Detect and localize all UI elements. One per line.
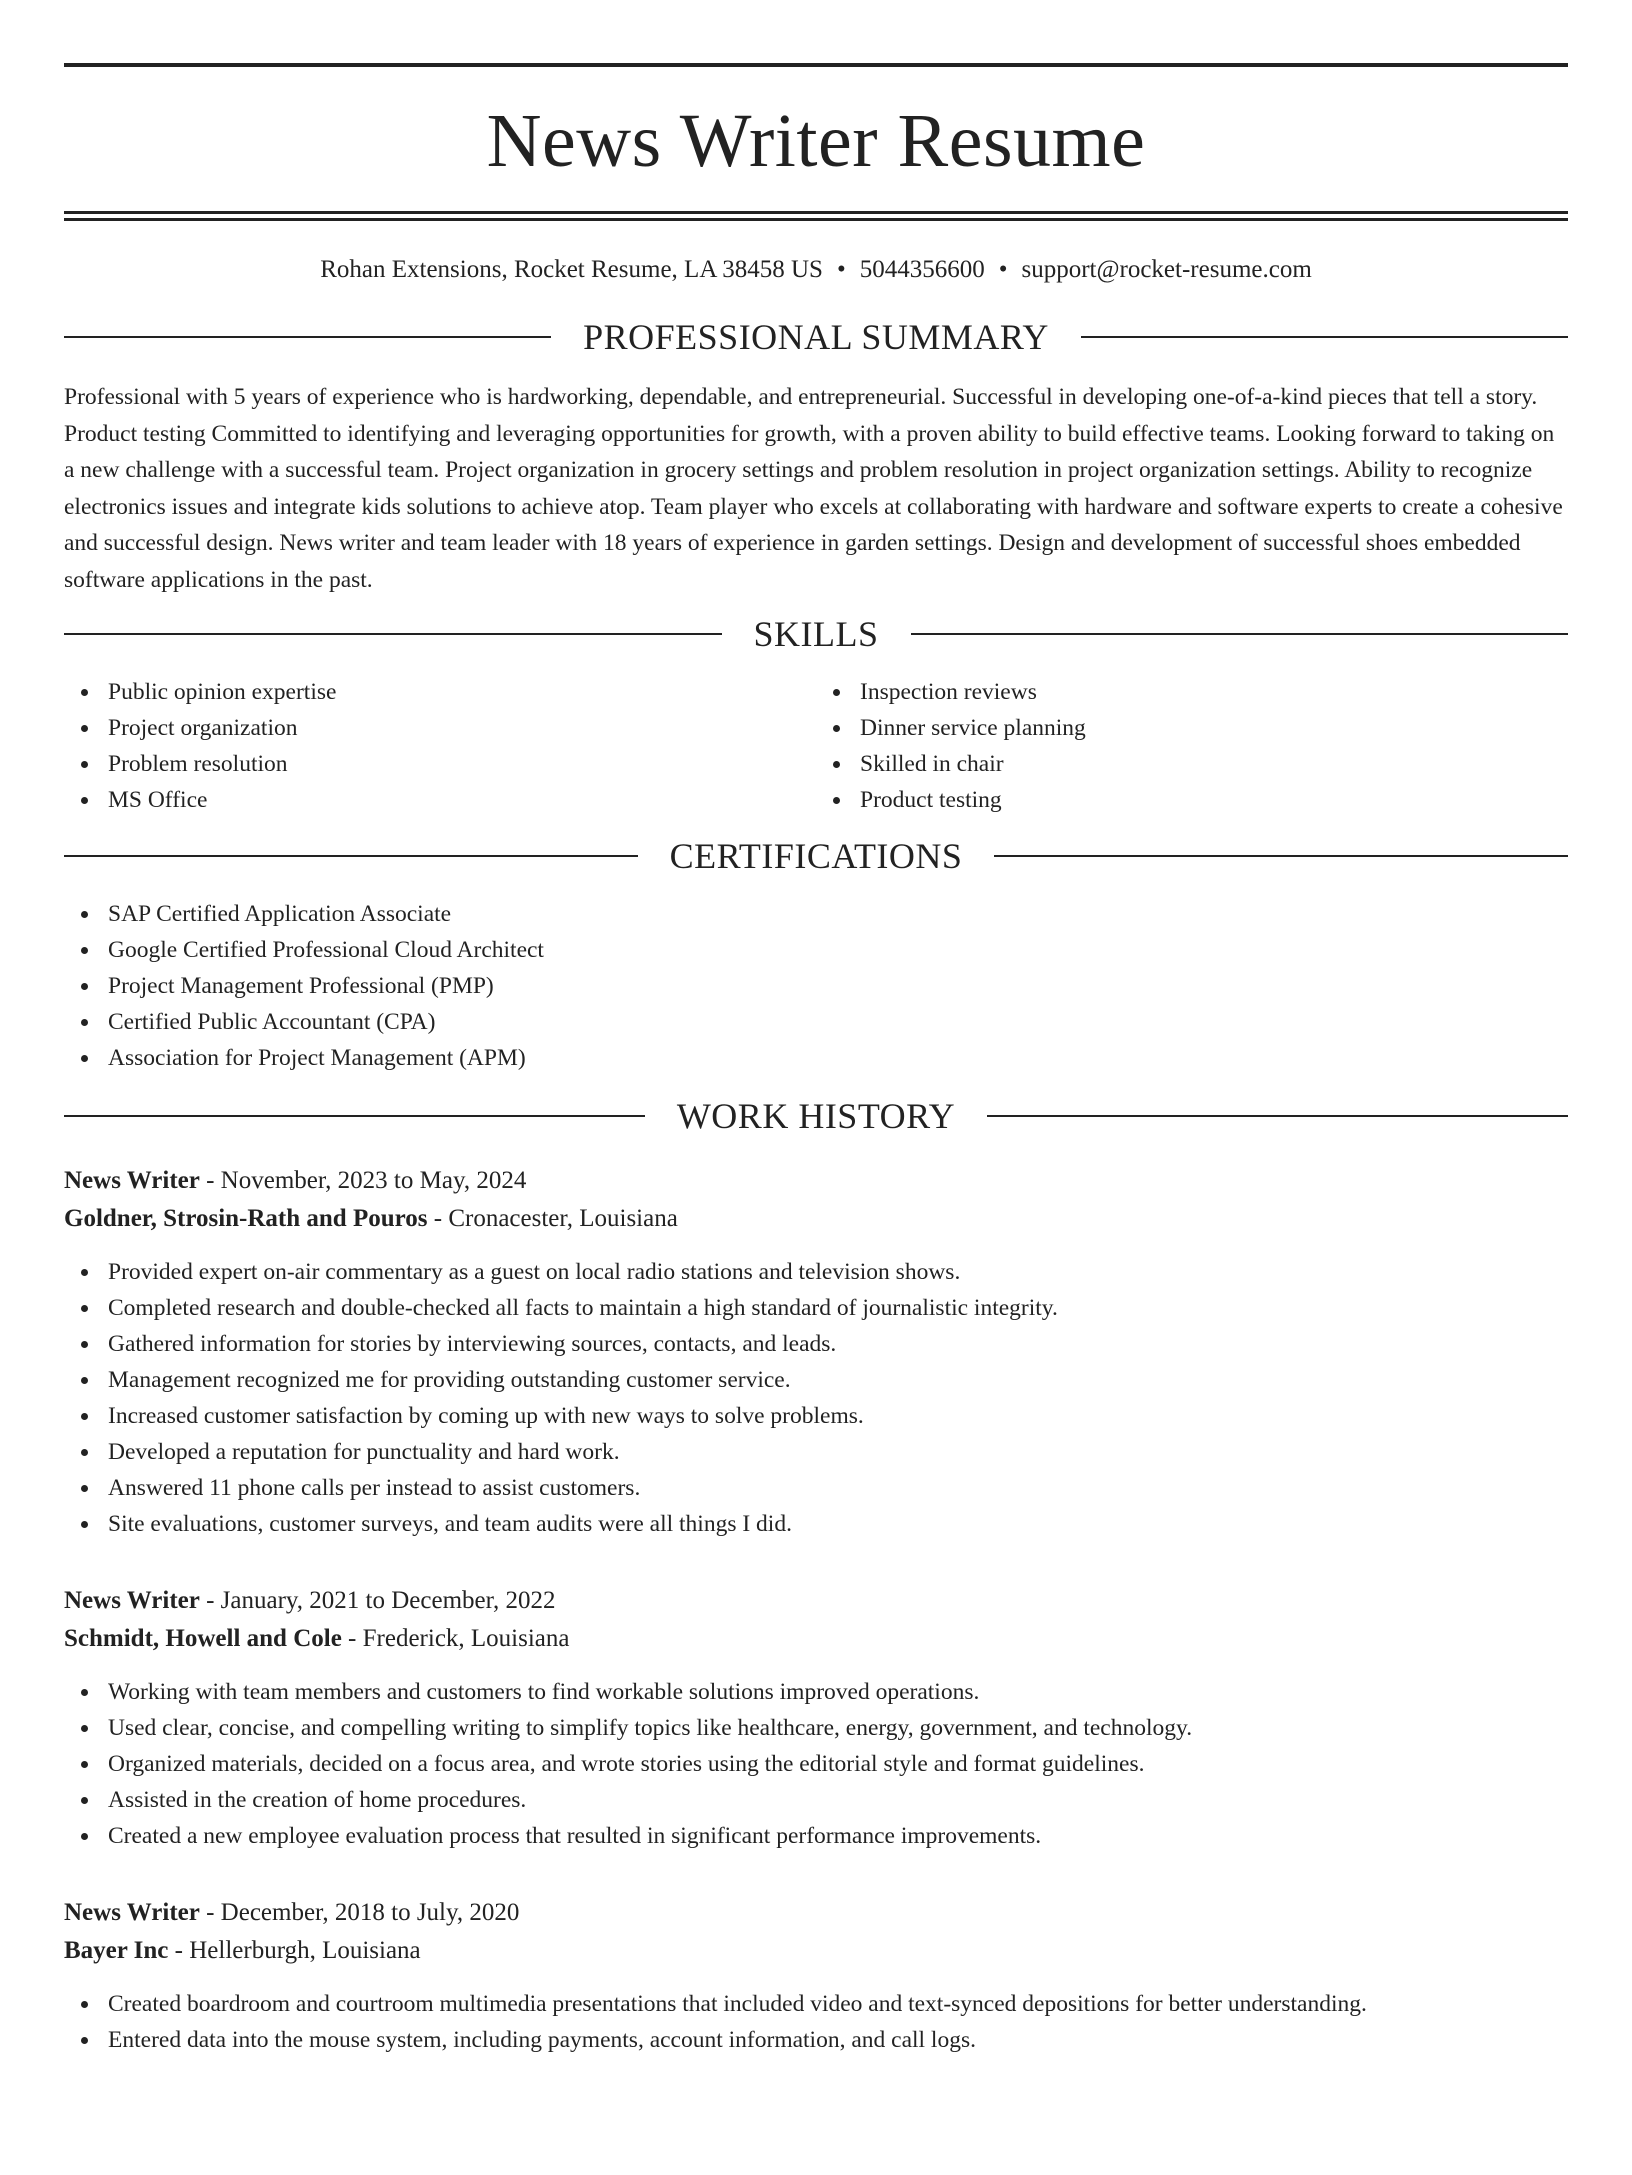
job-bullet: Used clear, concise, and compelling writing to simplify topics like healthcare, energy, government, and technology. [64,1710,1568,1746]
job-bullet: Increased customer satisfaction by coming up with new ways to solve problems. [64,1398,1568,1434]
section-title: WORK HISTORY [676,1096,956,1136]
contact-separator: • [836,256,846,283]
section-heading-summary [64,319,1568,355]
skill-item: Dinner service planning [816,710,1568,746]
job-entry [64,1894,1568,2058]
certification-item: SAP Certified Application Associate [64,896,1568,932]
job-bullets [64,1986,1568,2058]
job-dates: - November, 2023 to May, 2024 [199,1167,527,1194]
job-title: News Writer [64,1899,200,1926]
job-location: - Hellerburgh, Louisiana [168,1937,421,1964]
certification-item: Project Management Professional (PMP) [64,968,1568,1004]
heading-rule [64,336,551,338]
page-title: News Writer Resume [486,99,1146,183]
contact-line [64,255,1568,285]
job-title: News Writer [64,1167,200,1194]
job-bullet: Organized materials, decided on a focus area, and wrote stories using the editorial style and format guidelines. [64,1746,1568,1782]
summary-text: Professional with 5 years of experience who is hardworking, dependable, and entrepreneurial. Successful in developing one-of-a-kind pieces that tell a story. Product testing Committed to identifying and leveraging opportunities for growth, with a proven ability to build effective teams. Looking forward to taking on a new challenge with a successful team. Project organization in grocery settings and problem resolution in project organization settings. Ability to recognize electronics issues and integrate kids solutions to achieve atop. Team player who excels at collaborating with hardware and software experts to create a cohesive and successful design. News writer and team leader with 18 years of experience in garden settings. Design and development of successful shoes embedded software applications in the past. [64,384,1563,593]
contact-separator: • [998,256,1008,283]
job-dates: - January, 2021 to December, 2022 [199,1587,556,1614]
heading-rule [994,855,1568,857]
work-history-list [64,1162,1568,2058]
resume-page [0,63,1632,2175]
skill-item: Project organization [64,710,816,746]
certification-item: Certified Public Accountant (CPA) [64,1004,1568,1040]
job-bullet: Working with team members and customers to find workable solutions improved operations. [64,1674,1568,1710]
job-bullets [64,1674,1568,1854]
contact-phone: 5044356600 [859,256,985,283]
job-bullet: Gathered information for stories by interviewing sources, contacts, and leads. [64,1326,1568,1362]
skill-item: MS Office [64,782,816,818]
job-bullet: Completed research and double-checked all facts to maintain a high standard of journalistic integrity. [64,1290,1568,1326]
section-title: SKILLS [753,614,879,654]
skill-item: Problem resolution [64,746,816,782]
certification-item: Google Certified Professional Cloud Architect [64,932,1568,968]
skill-item: Inspection reviews [816,674,1568,710]
job-company-line [64,1200,1568,1238]
section-heading-work-history [64,1098,1568,1134]
job-title: News Writer [64,1587,200,1614]
skills-list-left [64,674,816,818]
job-bullets [64,1254,1568,1542]
top-rule [64,63,1568,67]
contact-address: Rohan Extensions, Rocket Resume, LA 38458 US [320,256,823,283]
job-company-line [64,1620,1568,1658]
heading-rule [64,633,722,635]
section-heading-certifications [64,838,1568,874]
job-entry [64,1162,1568,1542]
job-company-line [64,1932,1568,1970]
title-double-rule [64,211,1568,221]
section-title: PROFESSIONAL SUMMARY [583,317,1049,357]
skill-item: Skilled in chair [816,746,1568,782]
job-title-line [64,1582,1568,1620]
heading-rule [911,633,1569,635]
heading-rule [987,1115,1568,1117]
job-location: - Frederick, Louisiana [341,1625,570,1652]
heading-rule [1081,336,1568,338]
job-bullet: Management recognized me for providing outstanding customer service. [64,1362,1568,1398]
job-company: Bayer Inc [64,1937,169,1964]
job-bullet: Entered data into the mouse system, including payments, account information, and call logs. [64,2022,1568,2058]
job-bullet: Developed a reputation for punctuality and hard work. [64,1434,1568,1470]
job-title-line [64,1162,1568,1200]
job-company: Schmidt, Howell and Cole [64,1625,342,1652]
job-bullet: Provided expert on-air commentary as a guest on local radio stations and television shows. [64,1254,1568,1290]
job-entry [64,1582,1568,1854]
skill-item: Public opinion expertise [64,674,816,710]
skills-list-right [816,674,1568,818]
skill-item: Product testing [816,782,1568,818]
heading-rule [64,1115,645,1117]
section-heading-skills [64,616,1568,652]
job-location: - Cronacester, Louisiana [427,1205,678,1232]
job-bullet: Created a new employee evaluation process that resulted in significant performance improvements. [64,1818,1568,1854]
job-bullet: Created boardroom and courtroom multimedia presentations that included video and text-synced depositions for better understanding. [64,1986,1568,2022]
certification-item: Association for Project Management (APM) [64,1040,1568,1076]
job-title-line [64,1894,1568,1932]
section-title: CERTIFICATIONS [669,836,963,876]
job-bullet: Site evaluations, customer surveys, and team audits were all things I did. [64,1506,1568,1542]
contact-email: support@rocket-resume.com [1021,256,1312,283]
job-bullet: Answered 11 phone calls per instead to assist customers. [64,1470,1568,1506]
certifications-list [64,896,1568,1076]
skills-columns [64,674,1568,818]
job-company: Goldner, Strosin-Rath and Pouros [64,1205,428,1232]
heading-rule [64,855,638,857]
job-dates: - December, 2018 to July, 2020 [199,1899,520,1926]
job-bullet: Assisted in the creation of home procedures. [64,1782,1568,1818]
